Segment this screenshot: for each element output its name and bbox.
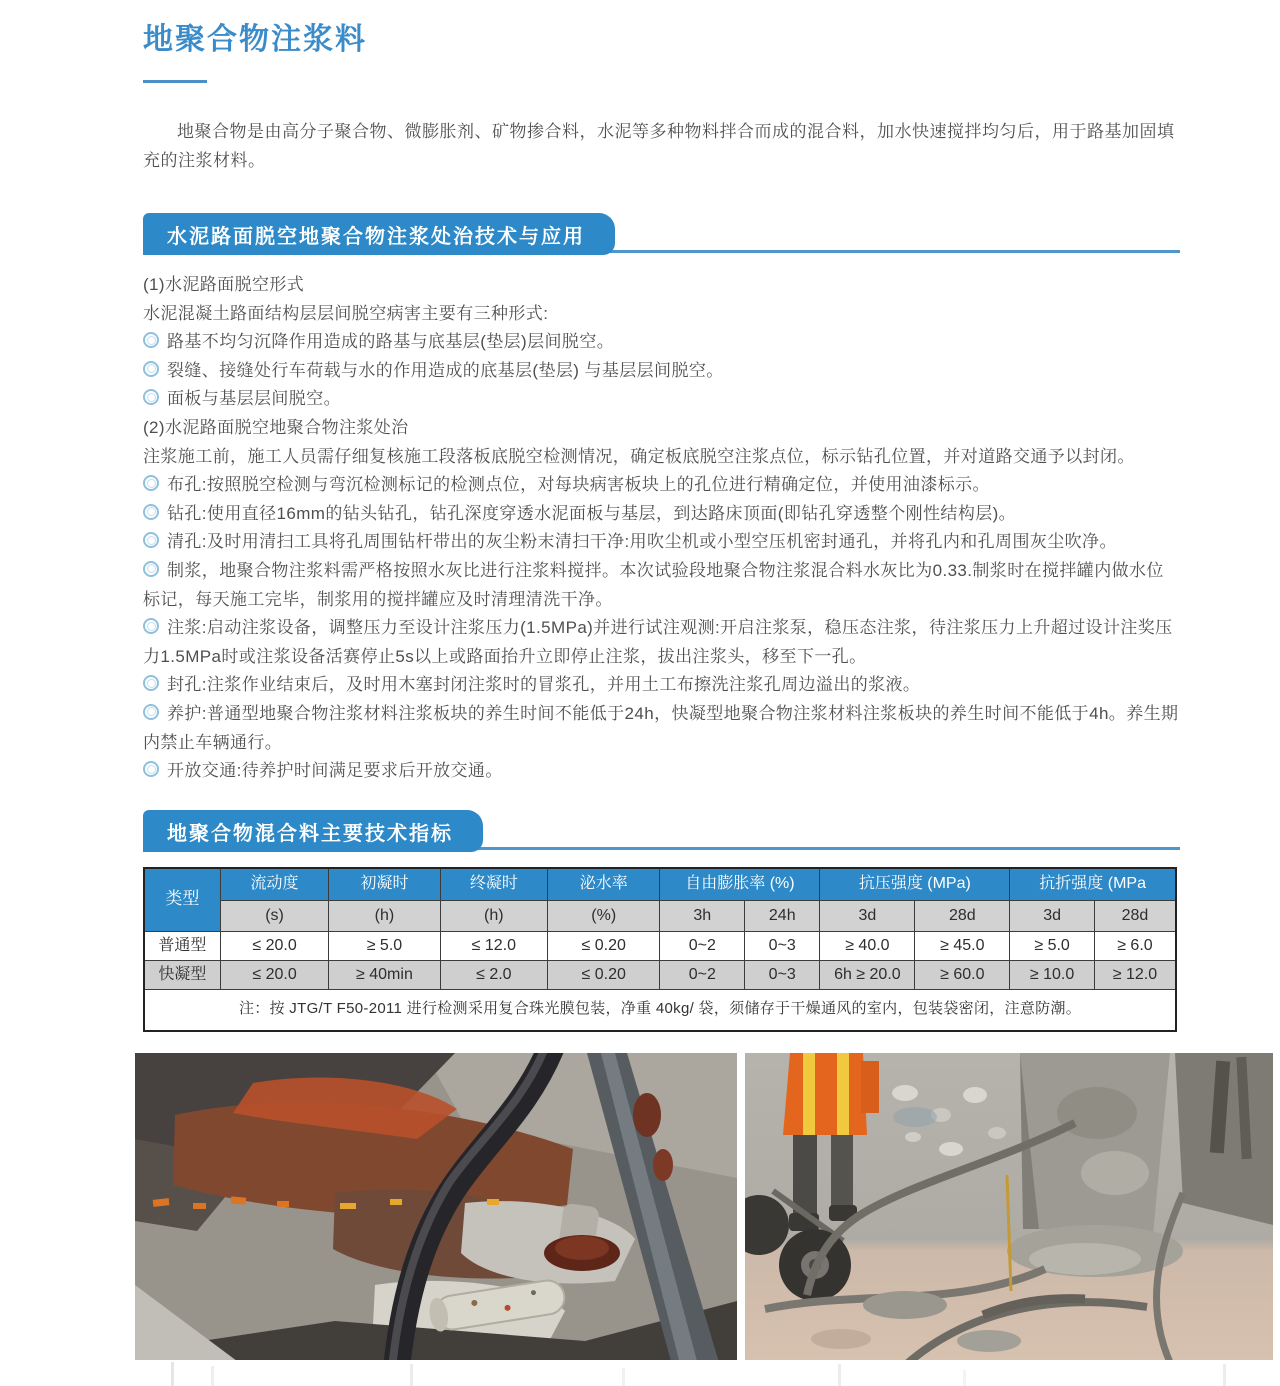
table-cell: ≤ 20.0 [220, 931, 328, 960]
table-cell: ≥ 10.0 [1010, 960, 1095, 989]
bullet-icon [143, 532, 159, 548]
bullet-icon [143, 361, 159, 377]
table-cell: ≤ 2.0 [440, 960, 547, 989]
table-row [144, 931, 1176, 960]
bullet-icon [143, 618, 159, 634]
bullet-icon [143, 704, 159, 720]
bullet-icon [143, 332, 159, 348]
bullet-paragraph: 裂缝、接缝处行车荷载与水的作用造成的底基层(垫层) 与基层层间脱空。 [143, 357, 1180, 386]
bullet-icon [143, 389, 159, 405]
col-subheader: 24h [745, 900, 820, 931]
photo-grouting-hole-image [135, 1053, 737, 1376]
title-underline [143, 80, 207, 83]
table-cell: ≥ 45.0 [915, 931, 1010, 960]
table-cell: ≤ 0.20 [547, 960, 659, 989]
col-header: 抗折强度 (MPa [1010, 868, 1176, 901]
col-header: 初凝时 [329, 868, 440, 901]
section1-banner: 水泥路面脱空地聚合物注浆处治技术与应用 [143, 213, 615, 255]
col-header: 类型 [144, 868, 220, 932]
bullet-paragraph: 钻孔:使用直径16mm的钻头钻孔，钻孔深度穿透水泥面板与基层，到达路床顶面(即钻孔穿透整个刚性结构层)。 [143, 500, 1180, 529]
bullet-icon [143, 675, 159, 691]
photo-grouting-hole [135, 1053, 737, 1376]
col-header: 抗压强度 (MPa) [820, 868, 1010, 901]
bullet-paragraph: 开放交通:待养护时间满足要求后开放交通。 [143, 757, 1180, 786]
table-cell: ≥ 60.0 [915, 960, 1010, 989]
table-cell: 0~2 [660, 931, 745, 960]
bullet-paragraph: 注浆:启动注浆设备，调整压力至设计注浆压力(1.5MPa)并进行试注观测:开启注浆泵，稳压态注浆，待注浆压力上升超过设计注奖压力1.5MPa时或注浆设备活赛停止5s以上或路面抬升立即停止注浆，拔出注浆头，移至下一孔。 [143, 618, 1173, 666]
table-cell: ≥ 12.0 [1094, 960, 1176, 989]
section2-banner: 地聚合物混合料主要技术指标 [143, 810, 483, 852]
page-bottom-artifact [0, 1360, 1280, 1386]
paragraph: (2)水泥路面脱空地聚合物注浆处治 [143, 417, 409, 437]
spec-table-wrap [143, 867, 1180, 1032]
paragraph: 注浆施工前，施工人员需仔细复核施工段落板底脱空检测情况，确定板底脱空注浆点位，标示钻孔位置，并对道路交通予以封闭。 [143, 446, 1135, 466]
section1-body [143, 271, 1180, 786]
table-cell: 0~3 [745, 960, 820, 989]
page-title: 地聚合物注浆料 [143, 23, 367, 56]
col-header: 流动度 [220, 868, 328, 901]
document-page [0, 14, 1280, 1386]
bullet-paragraph: 面板与基层层间脱空。 [143, 385, 1180, 414]
table-cell: 快凝型 [144, 960, 220, 989]
bullet-paragraph: 制浆，地聚合物注浆料需严格按照水灰比进行注浆料搅拌。本次试验段地聚合物注浆混合料水灰比为0.33.制浆时在搅拌罐内做水位标记，每天施工完毕，制浆用的搅拌罐应及时清理清洗干净。 [143, 560, 1164, 609]
table-cell: ≤ 12.0 [440, 931, 547, 960]
table-note: 注：按 JTG/T F50-2011 进行检测采用复合珠光膜包装，净重 40kg/ 袋，须储存于干燥通风的室内，包装袋密闭，注意防潮。 [144, 989, 1176, 1031]
table-row [144, 960, 1176, 989]
photo-row [135, 1053, 1272, 1376]
table-cell: ≤ 20.0 [220, 960, 328, 989]
paragraph: 水泥混凝土路面结构层层间脱空病害主要有三种形式: [143, 303, 549, 323]
bullet-paragraph: 清孔:及时用清扫工具将孔周围钻杆带出的灰尘粉末清扫干净:用吹尘机或小型空压机密封通孔，并将孔内和孔周围灰尘吹净。 [143, 528, 1180, 557]
table-cell: 6h ≥ 20.0 [820, 960, 915, 989]
col-subheader: 3h [660, 900, 745, 931]
col-subheader: 28d [1094, 900, 1176, 931]
table-cell: ≥ 6.0 [1094, 931, 1176, 960]
col-subheader: 3d [1010, 900, 1095, 931]
bullet-icon [143, 504, 159, 520]
col-subheader: (h) [440, 900, 547, 931]
spec-table [143, 867, 1177, 1032]
bullet-paragraph: 养护:普通型地聚合物注浆材料注浆板块的养生时间不能低于24h，快凝型地聚合物注浆材料注浆板块的养生时间不能低于4h。养生期内禁止车辆通行。 [143, 703, 1179, 752]
bullet-icon [143, 561, 159, 577]
bullet-icon [143, 761, 159, 777]
col-header: 终凝时 [440, 868, 547, 901]
table-cell: 0~3 [745, 931, 820, 960]
bullet-paragraph: 封孔:注浆作业结束后，及时用木塞封闭注浆时的冒浆孔，并用土工布擦洗注浆孔周边溢出的浆液。 [143, 671, 1180, 700]
col-subheader: 28d [915, 900, 1010, 931]
table-cell: ≤ 0.20 [547, 931, 659, 960]
col-subheader: (%) [547, 900, 659, 931]
table-cell: ≥ 40min [329, 960, 440, 989]
col-subheader: (h) [329, 900, 440, 931]
paragraph: (1)水泥路面脱空形式 [143, 275, 305, 294]
table-cell: ≥ 40.0 [820, 931, 915, 960]
col-subheader: 3d [820, 900, 915, 931]
col-header: 泌水率 [547, 868, 659, 901]
section2-banner-row [143, 810, 1180, 850]
photo-grouting-site [745, 1053, 1273, 1376]
section1-banner-row [143, 213, 1180, 253]
col-subheader: (s) [220, 900, 328, 931]
bullet-paragraph: 路基不均匀沉降作用造成的路基与底基层(垫层)层间脱空。 [143, 328, 1180, 357]
bullet-icon [143, 475, 159, 491]
table-cell: ≥ 5.0 [329, 931, 440, 960]
table-cell: 普通型 [144, 931, 220, 960]
table-cell: 0~2 [660, 960, 745, 989]
col-header: 自由膨胀率 (%) [660, 868, 820, 901]
photo-grouting-site-image [745, 1053, 1273, 1373]
bullet-paragraph: 布孔:按照脱空检测与弯沉检测标记的检测点位，对每块病害板块上的孔位进行精确定位，并使用油漆标示。 [143, 471, 1180, 500]
intro-paragraph: 地聚合物是由高分子聚合物、微膨胀剂、矿物掺合料，水泥等多种物料拌合而成的混合料，加水快速搅拌均匀后，用于路基加固填充的注浆材料。 [143, 122, 1175, 170]
table-cell: ≥ 5.0 [1010, 931, 1095, 960]
